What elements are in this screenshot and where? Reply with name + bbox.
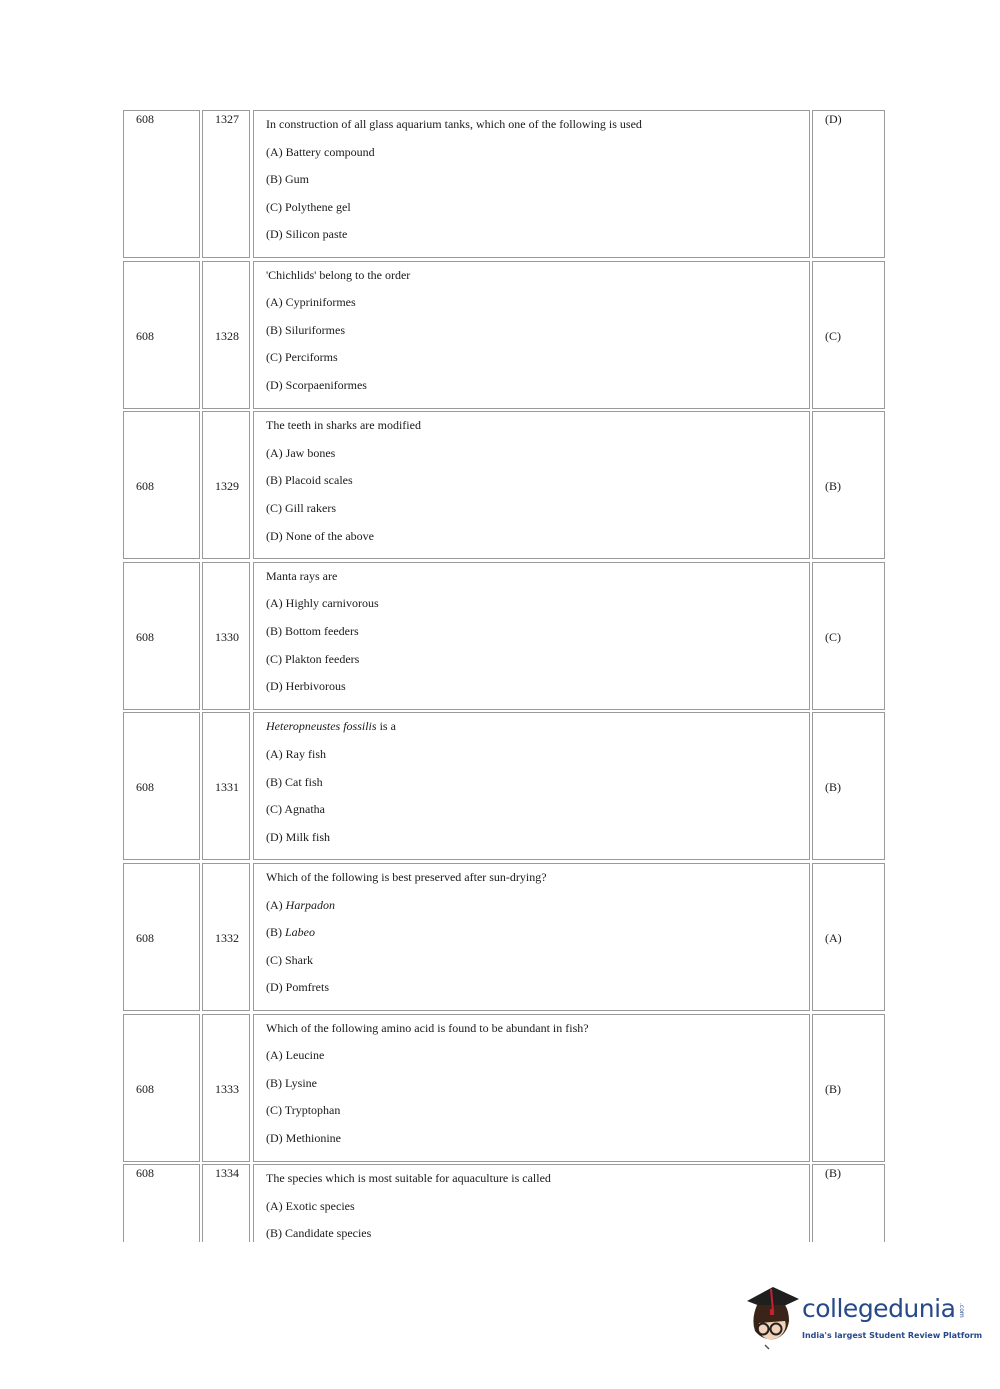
option-d: (D) Methionine [266, 1130, 341, 1145]
paper-code: 608 [123, 261, 200, 409]
table-row [123, 1014, 885, 1162]
question-number: 1327 [202, 110, 250, 258]
paper-code: 608 [123, 863, 200, 1011]
paper-code: 608 [123, 110, 200, 258]
question-text: The teeth in sharks are modified [266, 418, 421, 433]
option-b: (B) Labeo [266, 925, 315, 940]
option-a: (A) Jaw bones [266, 445, 336, 460]
question-number: 1333 [202, 1014, 250, 1162]
question-cell [253, 261, 810, 409]
question-number: 1331 [202, 712, 250, 860]
option-a: (A) Harpadon [266, 897, 336, 912]
mascot-icon [743, 1283, 803, 1355]
paper-code: 608 [123, 1014, 200, 1162]
question-text: Heteropneustes fossilis is a [266, 719, 396, 734]
option-b: (B) Siluriformes [266, 322, 345, 337]
question-number: 1332 [202, 863, 250, 1011]
species-name: Heteropneustes fossilis [266, 719, 377, 734]
answer-key: (C) [812, 562, 885, 710]
answer-key: (D) [812, 110, 885, 258]
option-a: (A) Exotic species [266, 1198, 355, 1213]
question-table [123, 110, 885, 1242]
question-number: 1330 [202, 562, 250, 710]
table-row [123, 1164, 885, 1242]
option-a: (A) Highly carnivorous [266, 596, 379, 611]
question-text: Which of the following amino acid is found to be abundant in fish? [266, 1020, 589, 1035]
option-d: (D) Pomfrets [266, 980, 330, 995]
option-c: (C) Agnatha [266, 802, 325, 817]
question-text: In construction of all glass aquarium tanks, which one of the following is used [266, 117, 642, 131]
option-c: (C) Tryptophan [266, 1103, 341, 1118]
option-b: (B) Bottom feeders [266, 623, 359, 638]
question-text: The species which is most suitable for aquaculture is called [266, 1171, 551, 1186]
table-row [123, 863, 885, 1011]
option-b: (B) Placoid scales [266, 473, 353, 488]
question-number: 1334 [202, 1164, 250, 1242]
answer-key: (B) [812, 1164, 885, 1242]
option-a: (A) Cypriniformes [266, 295, 356, 310]
option-a: (A) Battery compound [266, 144, 375, 159]
table-row [123, 110, 885, 258]
question-number: 1329 [202, 411, 250, 559]
answer-key: (B) [812, 411, 885, 559]
answer-key: (C) [812, 261, 885, 409]
question-cell [253, 712, 810, 860]
option-c: (C) Gill rakers [266, 500, 336, 515]
question-cell [253, 1164, 810, 1242]
paper-code: 608 [123, 1164, 200, 1242]
question-cell [253, 863, 810, 1011]
collegedunia-logo [743, 1283, 983, 1355]
option-c: (C) Perciforms [266, 350, 338, 365]
paper-code: 608 [123, 562, 200, 710]
option-d: (D) Silicon paste [266, 227, 348, 242]
logo-tagline: India's largest Student Review Platform [802, 1331, 983, 1340]
table-row [123, 261, 885, 409]
paper-code: 608 [123, 411, 200, 559]
logo-wordmark: collegedunia [802, 1294, 956, 1323]
question-cell [253, 110, 810, 258]
option-b: (B) Gum [266, 172, 309, 187]
option-b: (B) Candidate species [266, 1226, 372, 1241]
paper-code: 608 [123, 712, 200, 860]
option-c: (C) Shark [266, 952, 313, 967]
option-b: (B) Cat fish [266, 774, 323, 789]
question-text: Manta rays are [266, 568, 338, 583]
answer-key: (B) [812, 1014, 885, 1162]
option-b: (B) Lysine [266, 1075, 317, 1090]
table-row [123, 411, 885, 559]
option-d: (D) Herbivorous [266, 679, 346, 694]
option-a: (A) Ray fish [266, 746, 327, 761]
answer-key: (A) [812, 863, 885, 1011]
answer-key: (B) [812, 712, 885, 860]
question-text: 'Chichlids' belong to the order [266, 267, 411, 282]
option-a: (A) Leucine [266, 1048, 325, 1063]
option-d: (D) None of the above [266, 528, 374, 543]
table-row [123, 712, 885, 860]
option-c: (C) Polythene gel [266, 199, 351, 214]
option-c: (C) Plakton feeders [266, 651, 360, 666]
question-cell [253, 411, 810, 559]
question-cell [253, 1014, 810, 1162]
logo-suffix: .com [958, 1303, 965, 1318]
option-d: (D) Milk fish [266, 829, 331, 844]
question-number: 1328 [202, 261, 250, 409]
option-d: (D) Scorpaeniformes [266, 377, 367, 392]
question-cell [253, 562, 810, 710]
table-row [123, 562, 885, 710]
question-text: Which of the following is best preserved after sun-drying? [266, 869, 547, 884]
